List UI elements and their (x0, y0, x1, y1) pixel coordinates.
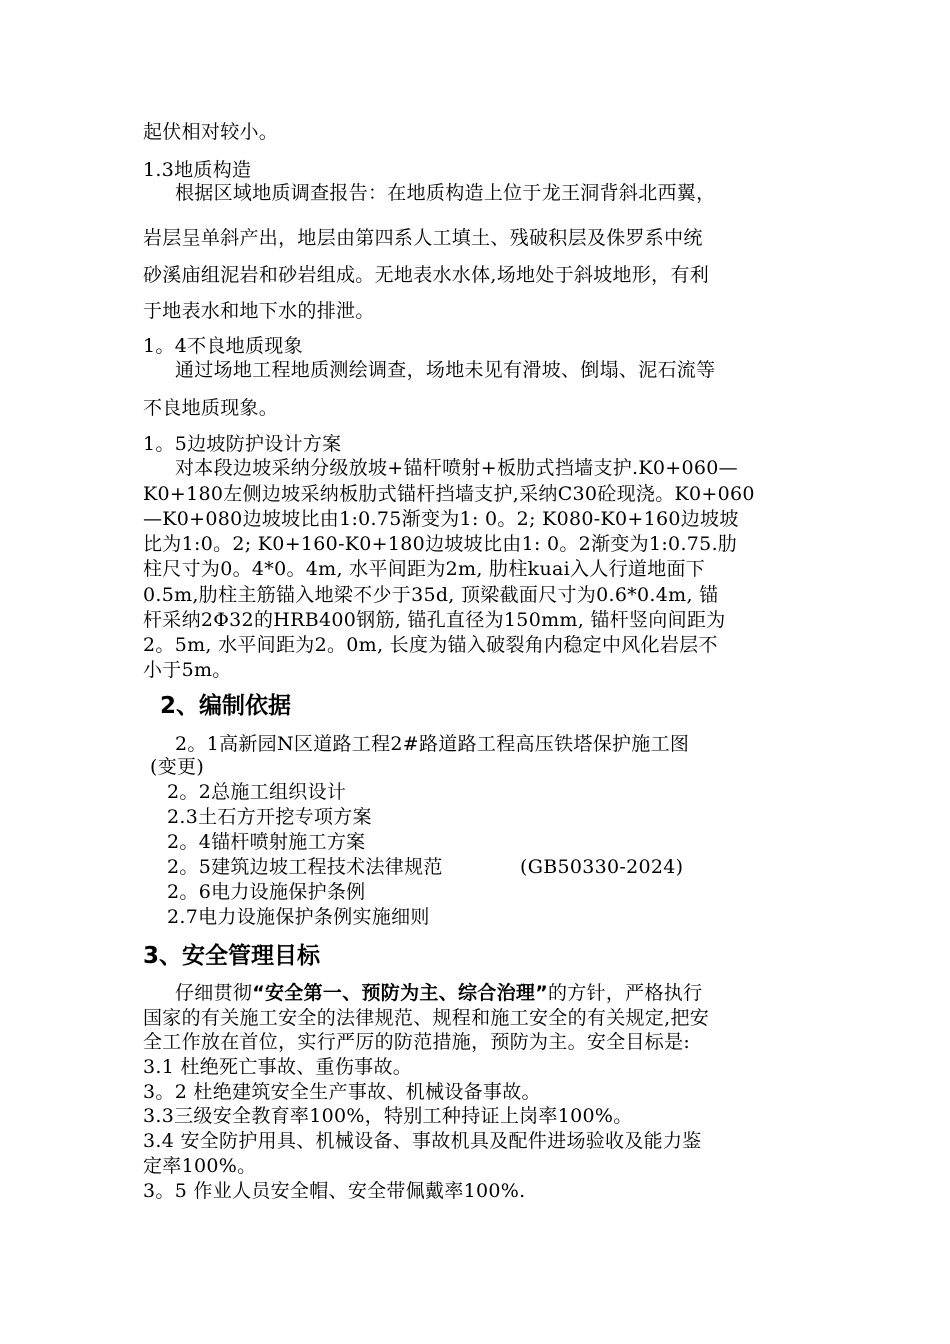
reference-item: 2。2总施工组织设计 (167, 781, 347, 803)
safety-target-item: 3.3三级安全教育率100%，特别工种持证上岗率100%。 (143, 1105, 633, 1127)
paragraph-line: 起伏相对较小。 (143, 121, 279, 143)
paragraph-line: 于地表水和地下水的排泄。 (143, 300, 375, 322)
paragraph-line: 0.5m,肋柱主筋锚入地梁不少于35d, 顶梁截面尺寸为0.6*0.4m, 锚 (143, 584, 719, 606)
paragraph-line: 小于5m。 (143, 659, 232, 681)
safety-target-item: 3.1 杜绝死亡事故、重伤事故。 (143, 1056, 413, 1078)
paragraph-line: 对本段边坡采纳分级放坡+锚杆喷射+板肋式挡墙支护.K0+060— (175, 457, 738, 479)
safety-target-item: 3.4 安全防护用具、机械设备、事故机具及配件进场验收及能力鉴 (143, 1130, 702, 1152)
paragraph-line: 岩层呈单斜产出，地层由第四系人工填土、残破积层及侏罗系中统 (143, 227, 703, 249)
paragraph-line: 不良地质现象。 (143, 397, 279, 419)
safety-target-item: 定率100%。 (143, 1155, 257, 1177)
safety-target-item: 3。5 作业人员安全帽、安全带佩戴率100%. (143, 1180, 526, 1202)
paragraph-line (175, 984, 702, 1003)
intro-text: 的方针，严格执行 (547, 982, 703, 1004)
paragraph-line: 国家的有关施工安全的法律规范、规程和施工安全的有关规定,把安 (143, 1007, 710, 1029)
paragraph-line: 根据区域地质调查报告：在地质构造上位于龙王洞背斜北西翼， (175, 182, 716, 204)
paragraph-line: 2。5m, 水平间距为2。0m, 长度为锚入破裂角内稳定中风化岩层不 (143, 634, 718, 656)
reference-item: 2。5建筑边坡工程技术法律规范 (167, 856, 443, 878)
reference-item: 2。6电力设施保护条例 (167, 881, 366, 903)
paragraph-line: —K0+080边坡坡比由1:0.75渐变为1: 0。2; K080-K0+160边坡坡 (143, 508, 739, 530)
subsection-heading-1-4: 1。4不良地质现象 (143, 335, 303, 357)
paragraph-line: 全工作放在首位，实行严厉的防范措施，预防为主。安全目标是: (143, 1031, 691, 1053)
paragraph-line: K0+180左侧边坡采纳板肋式锚杆挡墙支护,采纳C30砼现浇。K0+060 (143, 483, 755, 505)
section-heading-3: 3、安全管理目标 (143, 943, 321, 969)
reference-item: (变更) (150, 756, 205, 778)
reference-item: 2.7电力设施保护条例实施细则 (167, 906, 430, 928)
section-heading-2: 2、编制依据 (160, 693, 292, 719)
subsection-heading-1-5: 1。5边坡防护设计方案 (143, 433, 342, 455)
paragraph-line: 砂溪庙组泥岩和砂岩组成。无地表水水体,场地处于斜坡地形，有利 (143, 264, 710, 286)
reference-item: 2。1高新园N区道路工程2#路道路工程高压铁塔保护施工图 (175, 733, 690, 755)
reference-item: 2。4锚杆喷射施工方案 (167, 831, 366, 853)
reference-item: 2.3土石方开挖专项方案 (167, 806, 372, 828)
paragraph-line: 杆采纳2Φ32的HRB400钢筋, 锚孔直径为150mm, 锚杆竖向间距为 (143, 609, 726, 631)
paragraph-line: 比为1:0。2; K0+160-K0+180边坡坡比由1: 0。2渐变为1:0.75.肋 (143, 533, 738, 555)
intro-text: 仔细贯彻 (175, 982, 253, 1004)
subsection-heading-1-3: 1.3地质构造 (143, 159, 252, 181)
paragraph-line: 柱尺寸为0。4*0。4m, 水平间距为2m, 肋柱kuai入人行道地面下 (143, 558, 706, 580)
paragraph-line: 通过场地工程地质测绘调查，场地未见有滑坡、倒塌、泥石流等 (175, 359, 716, 381)
standard-code: (GB50330-2024) (520, 856, 684, 878)
safety-target-item: 3。2 杜绝建筑安全生产事故、机械设备事故。 (143, 1081, 541, 1103)
safety-policy-slogan: “安全第一、预防为主、综合治理” (252, 982, 548, 1004)
